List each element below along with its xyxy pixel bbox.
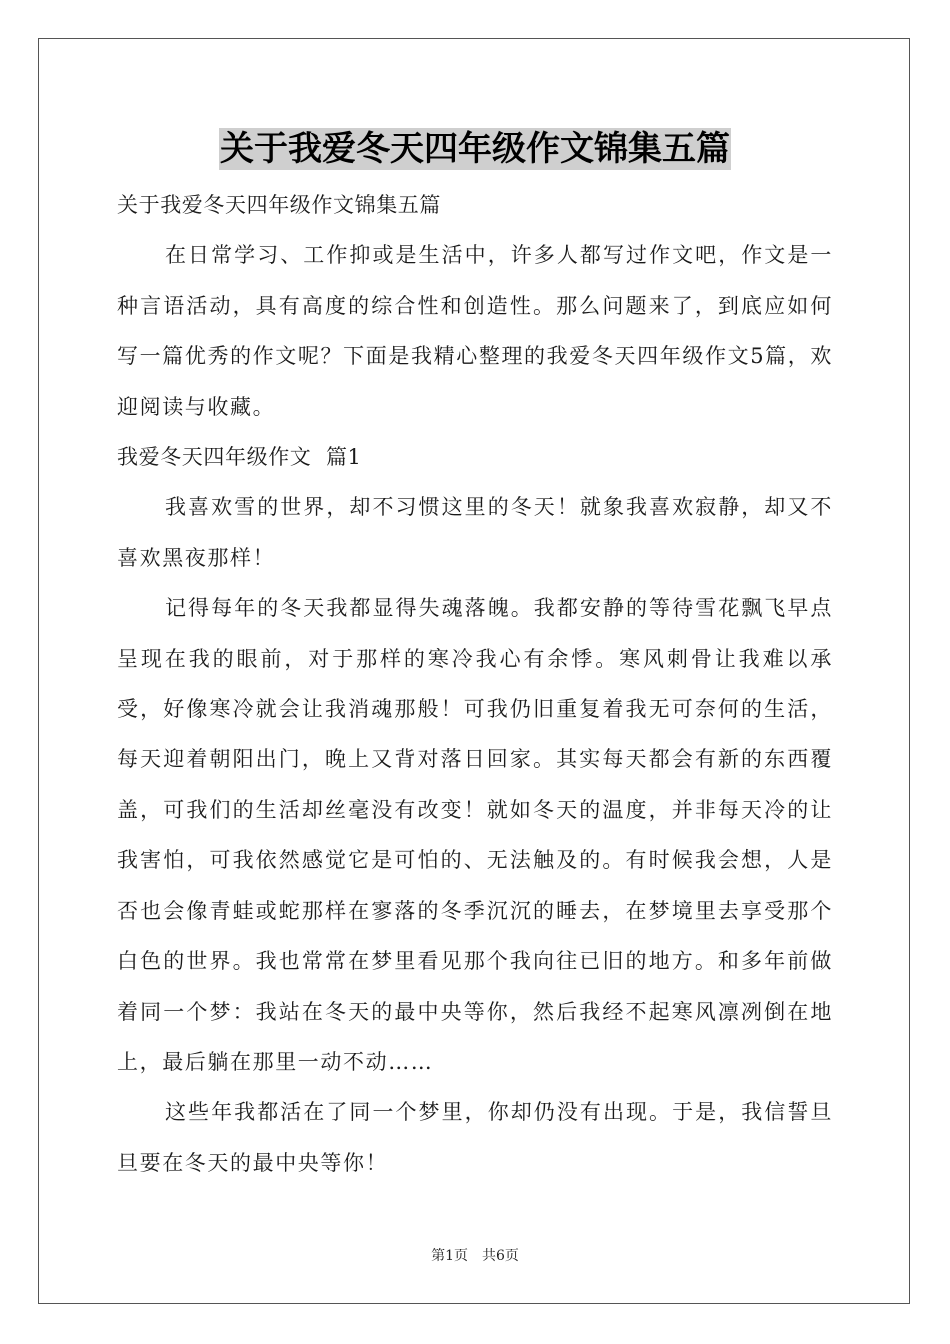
document-title: 关于我爱冬天四年级作文锦集五篇 <box>220 129 730 169</box>
page-number: 第1页 <box>431 1248 468 1264</box>
body-paragraph: 我喜欢雪的世界，却不习惯这里的冬天！就象我喜欢寂静，却又不喜欢黑夜那样！ <box>117 495 833 570</box>
page-total: 共6页 <box>482 1248 519 1264</box>
intro-paragraph: 在日常学习、工作抑或是生活中，许多人都写过作文吧，作文是一种言语活动，具有高度的综合性和创造性。那么问题来了，到底应如何写一篇优秀的作文呢？下面是我精心整理的我爱冬天四年级作文5篇，欢迎阅读与收藏。 <box>117 243 833 419</box>
document-body <box>117 128 833 1188</box>
section-heading: 我爱冬天四年级作文 篇1 <box>117 445 362 470</box>
document-subtitle: 关于我爱冬天四年级作文锦集五篇 <box>117 193 441 217</box>
page-footer <box>0 1246 950 1266</box>
body-paragraph: 这些年我都活在了同一个梦里，你却仍没有出现。于是，我信誓旦旦要在冬天的最中央等你！ <box>117 1100 833 1175</box>
body-paragraph: 记得每年的冬天我都显得失魂落魄。我都安静的等待雪花飘飞早点呈现在我的眼前，对于那样的寒冷我心有余悸。寒风刺骨让我难以承受，好像寒冷就会让我消魂那般！可我仍旧重复着我无可奈何的生活，每天迎着朝阳出门，晚上又背对落日回家。其实每天都会有新的东西覆盖，可我们的生活却丝毫没有改变！就如冬天的温度，并非每天冷的让我害怕，可我依然感觉它是可怕的、无法触及的。有时候我会想，人是否也会像青蛙或蛇那样在寥落的冬季沉沉的睡去，在梦境里去享受那个白色的世界。我也常常在梦里看见那个我向往已旧的地方。和多年前做着同一个梦：我站在冬天的最中央等你，然后我经不起寒风凛冽倒在地上，最后躺在那里一动不动…… <box>117 596 833 1074</box>
title-wrapper <box>117 128 833 172</box>
